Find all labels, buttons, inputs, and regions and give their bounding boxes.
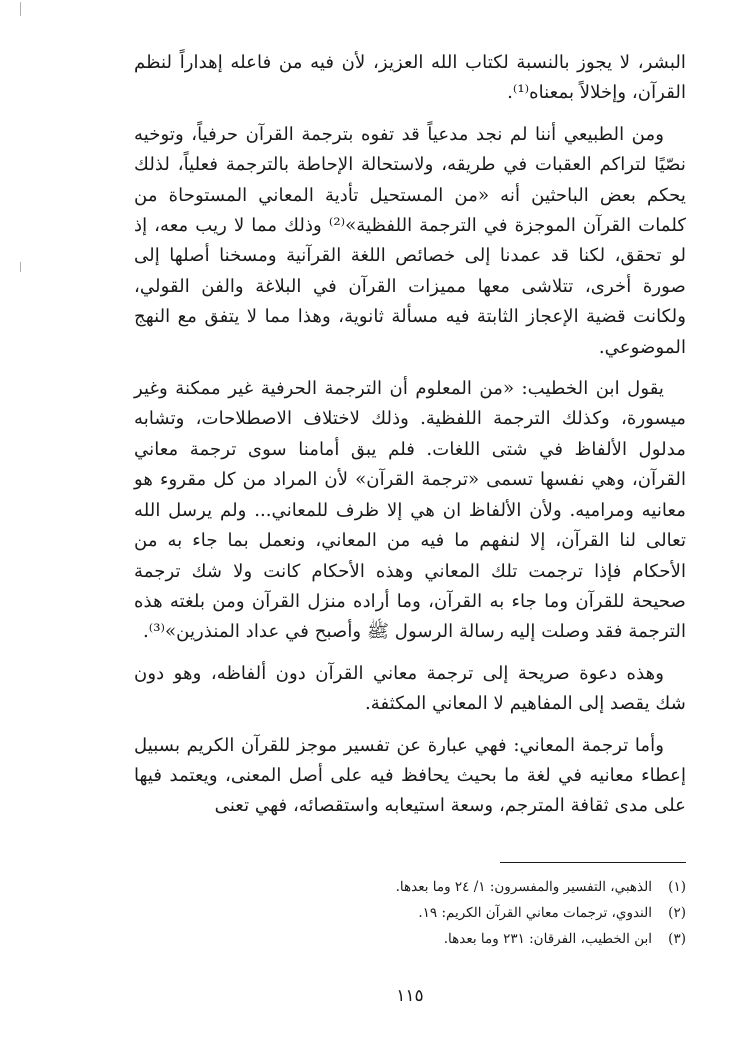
- main-text: [134, 48, 686, 833]
- paragraph: وهذه دعوة صريحة إلى ترجمة معاني القرآن دون ألفاظه، وهو دون شك يقصد إلى المفاهيم لا المعاني المكثفة.: [134, 662, 686, 715]
- paragraph: وأما ترجمة المعاني: فهي عبارة عن تفسير موجز للقرآن الكريم بسبيل إعطاء معانيه في لغة ما بحيث يحافظ فيه على أصل المعنى، ويعتمد فيها على مدى ثقافة المترجم، وسعة استيعابه واستقصائه، فهي تعنى: [134, 734, 686, 817]
- paragraph-quote-ibn-al-khatib: يقول ابن الخطيب: «من المعلوم أن الترجمة الحرفية غير ممكنة وغير ميسورة، وكذلك الترجمة اللفظية. وذلك لاختلاف الاصطلاحات، وتشابه مدلول الألفاظ في شتى اللغات. فلم يبق أمامنا سوى ترجمة معاني القرآن، وهي نفسها تسمى «ترجمة القرآن» لأن المراد من كل مقروء هو معانيه ومراميه. ولأن الألفاظ ان هي إلا ظرف للمعاني... ولم يرسل الله تعالى لنا القرآن، إلا لنفهم ما فيه من المعاني، ونعمل بما جاء به من الأحكام فإذا ترجمت تلك المعاني وهذه الأحكام كانت ولا شك ترجمة صحيحة للقرآن وما جاء به القرآن، وما أراده منزل القرآن ومن بلغته هذه الترجمة فقد وصلت إليه رسالة الرسول ﷺ وأصبح في عداد المنذرين»⁽³⁾.: [134, 378, 686, 643]
- footnote: [250, 874, 686, 900]
- footnote-number: (٣): [668, 931, 686, 947]
- footnote: [250, 900, 686, 926]
- paragraph-continuation: البشر، لا يجوز بالنسبة لكتاب الله العزيز، لأن فيه من فاعله إهداراً لنظم القرآن، وإخلالاً بمعناه⁽¹⁾.: [134, 52, 686, 104]
- footnote: [250, 926, 686, 952]
- footnote-number: (١): [668, 879, 686, 895]
- footnote-text: الندوي، ترجمات معاني القرآن الكريم: ١٩.: [418, 905, 652, 921]
- footnote-separator: [500, 862, 686, 863]
- footnotes: [250, 874, 686, 952]
- paragraph: ومن الطبيعي أننا لم نجد مدعياً قد تفوه بترجمة القرآن حرفياً، وتوخيه نصّيًا لتراكم العقبات في طريقه، ولاستحالة الإحاطة بالترجمة فعلياً، لذلك يحكم بعض الباحثين أنه «من المستحيل تأدية المعاني المستوحاة من كلمات القرآن الموجزة في الترجمة اللفظية»⁽²⁾ وذلك مما لا ريب معه، إذ لو تحقق، لكنا قد عمدنا إلى خصائص اللغة القرآنية ومسخنا أصلها إلى صورة أخرى، تتلاشى معها مميزات القرآن في البلاغة والفن القولي، ولكانت قضية الإعجاز الثابتة فيه مسألة ثانوية، وهذا مما لا يتفق مع النهج الموضوعي.: [134, 123, 686, 358]
- margin-mark: [20, 2, 21, 16]
- footnote-text: الذهبي، التفسير والمفسرون: ١/ ٢٤ وما بعدها.: [395, 879, 652, 895]
- footnote-text: ابن الخطيب، الفرقان: ٢٣١ وما بعدها.: [443, 931, 652, 947]
- footnote-number: (٢): [668, 905, 686, 921]
- page-number: ١١٥: [396, 986, 424, 1006]
- margin-mark: [20, 262, 21, 272]
